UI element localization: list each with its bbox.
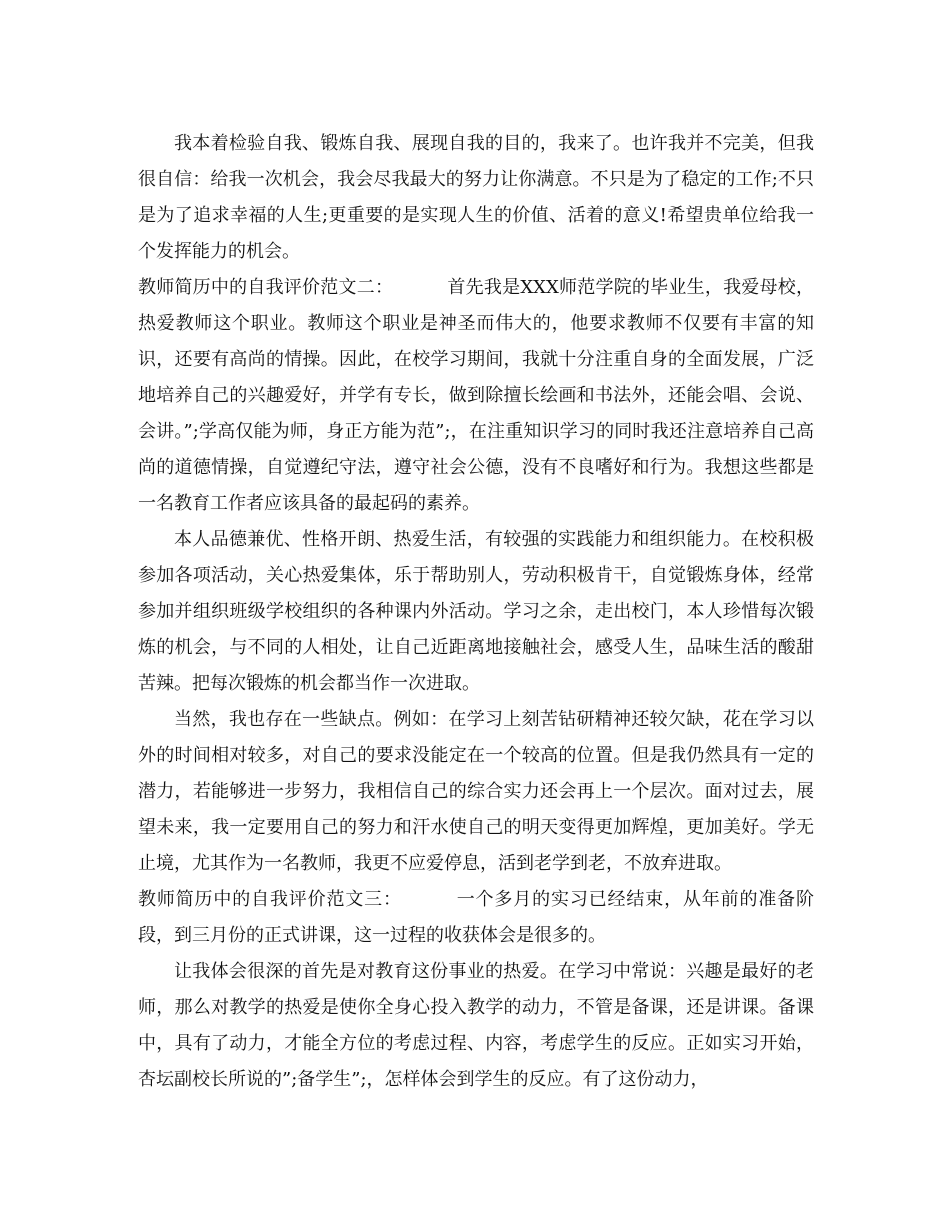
paragraph-shortcomings: 当然，我也存在一些缺点。例如：在学习上刻苦钻研精神还较欠缺，花在学习以外的时间相对较多，对自己的要求没能定在一个较高的位置。但是我仍然具有一定的潜力，若能够进一步努力，我相信自己的综合实力还会再上一个层次。面对过去，展望未来，我一定要用自己的努力和汗水使自己的明天变得更加辉煌，更加美好。学无止境，尤其作为一名教师，我更不应爱停息，活到老学到老，不放弃进取。 [138,709,814,874]
section-example-three [138,882,814,954]
section-title-example-two: 教师简历中的自我评价范文二： [138,277,394,298]
paragraph-self-intro: 我本着检验自我、锻炼自我、展现自我的目的，我来了。也许我并不完美，但我很自信：给我一次机会，我会尽我最大的努力让你满意。不只是为了稳定的工作;不只是为了追求幸福的人生;更重要的是实现人生的价值、活着的意义!希望贵单位给我一个发挥能力的机会。 [138,133,814,262]
paragraph-character: 本人品德兼优、性格开朗、热爱生活，有较强的实践能力和组织能力。在校积极参加各项活动，关心热爱集体，乐于帮助别人，劳动积极肯干，自觉锻炼身体，经常参加并组织班级学校组织的各种课内外活动。学习之余，走出校门，本人珍惜每次锻炼的机会，与不同的人相处，让自己近距离地接触社会，感受人生，品味生活的酸甜苦辣。把每次锻炼的机会都当作一次进取。 [138,529,814,694]
section-title-example-three: 教师简历中的自我评价范文三： [138,889,402,910]
section-text-example-two: 首先我是XXX师范学院的毕业生，我爱母校，热爱教师这个职业。教师这个职业是神圣而伟大的，他要求教师不仅要有丰富的知识，还要有高尚的情操。因此，在校学习期间，我就十分注重自身的全面发展，广泛地培养自己的兴趣爱好，并学有专长，做到除擅长绘画和书法外，还能会唱、会说、会讲。”;学高仅能为师，身正方能为范”;，在注重知识学习的同时我还注意培养自己高尚的道德情操，自觉遵纪守法，遵守社会公德，没有不良嗜好和行为。我想这些都是一名教育工作者应该具备的最起码的素养。 [138,277,814,514]
document-body [138,126,814,1098]
section-text-example-three: 一个多月的实习已经结束，从年前的准备阶段，到三月份的正式讲课，这一过程的收获体会是很多的。 [138,889,815,946]
paragraph-teaching-passion: 让我体会很深的首先是对教育这份事业的热爱。在学习中常说：兴趣是最好的老师，那么对教学的热爱是使你全身心投入教学的动力，不管是备课，还是讲课。备课中，具有了动力，才能全方位的考虑过程、内容，考虑学生的反应。正如实习开始，杏坛副校长所说的”;备学生”;，怎样体会到学生的反应。有了这份动力， [138,961,814,1090]
section-example-two [138,270,814,522]
